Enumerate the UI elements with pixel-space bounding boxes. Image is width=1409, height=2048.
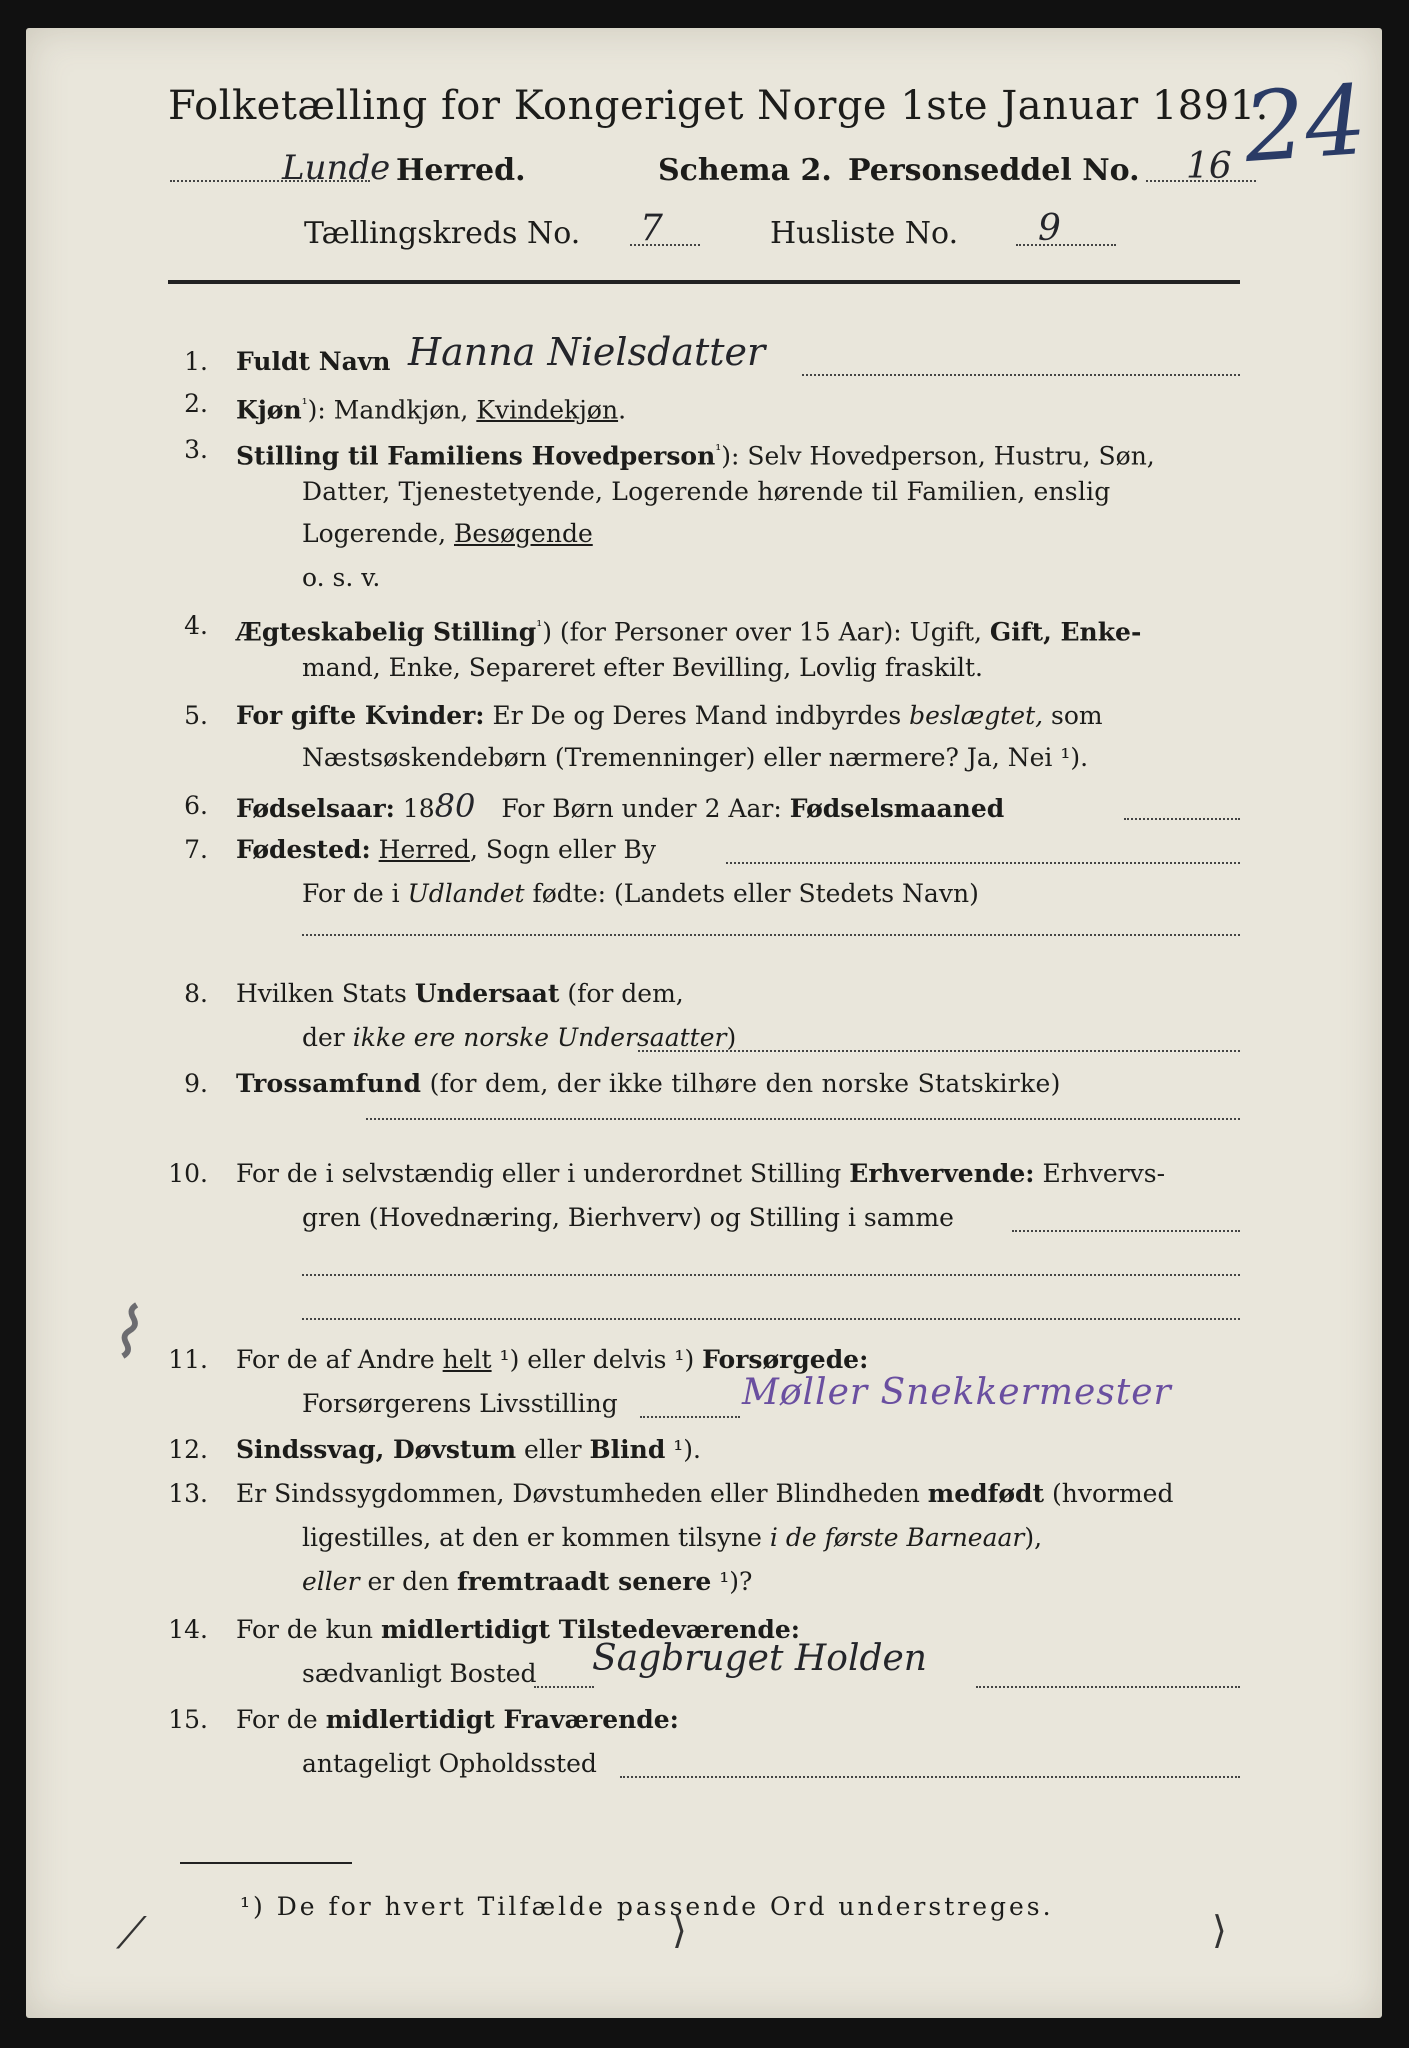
item-3-line1: Stilling til Familiens Hovedperson$^{^1}$): Selv Hovedperson, Hustru, Søn, <box>236 441 1155 471</box>
pencil-mark-icon: ⌇ <box>101 1288 157 1378</box>
footnote-rule <box>180 1862 352 1864</box>
item-13-line3: eller er den fremtraadt senere ¹)? <box>302 1567 753 1596</box>
census-form-sheet: Folketælling for Kongeriget Norge 1ste Januar 1891. 24 Lunde Herred. Schema 2. Personseddel No. 16 Tællingskreds No. 7 Husliste No. 9 1. Fuldt Navn Hanna Nielsdatter 2. Kjøn$^{^1}$): Mandkjøn, Kvindekjøn. 3. Stilling til Familiens Hovedperson$^{^1}$): Selv Hovedperson, Hustru, Søn, Datter, Tjenestetyende, Logerende hørende til Familien, enslig Logerende, Besøgende o. s. v. 4. Ægteskabelig Stilling$^{^1}$) (for Personer over 15 Aar): Ugift, Gift, Enke- mand, Enke, Separeret efter Bevilling, Lovlig fraskilt. 5. For gifte Kvinder: Er De og Deres Mand indbyrdes beslægtet, som Næstsøskendebørn (Tremenninger) eller nærmere? Ja, Nei ¹). 6. Fødselsaar: 1880 For Børn under 2 Aar: Fødselsmaaned 7. Fødested: Herred, Sogn eller By For de i Udlandet fødte: (Landets eller Stedets Navn) 8. Hvilken Stats Undersaat (for dem, der ikke ere norske Undersaatter) 9. Trossamfund (for dem, der ikke tilhøre den norske Statskirke) 10. For de i selvstændig eller i underordnet Stilling Erhvervende: Erhvervs- gren (Hovednæring, Bierhverv) og Stilling i samme ⌇ 11. For de af Andre helt ¹) eller delvis ¹) Forsørgede: Forsørgerens Livsstilling Møller Snekkermester 12. Sindssvag, Døvstum eller Blind ¹). 13. Er Sindssygdommen, Døvstumheden eller Blindheden medfødt (hvormed ligestilles, at den er kommen tilsyne i de første Barneaar), eller er den fremtraadt senere ¹)? 14. For de kun midlertidigt Tilstedeværende: sædvanligt Bosted Sagbruget Holden 15. For de midlertidigt Fraværende: antageligt Opholdssted ¹) De for hvert Tilfælde passende Ord understreges. ⟋ ⟩ ⟩ <box>26 28 1382 2018</box>
item-14-value: Sagbruget Holden <box>592 1638 927 1679</box>
item-3-line3: Logerende, Besøgende <box>302 519 593 548</box>
form-title: Folketælling for Kongeriget Norge 1ste Januar 1891. <box>168 83 1269 129</box>
item-9-text: Trossamfund (for dem, der ikke tilhøre den norske Statskirke) <box>236 1069 1061 1098</box>
item-8-line2: der ikke ere norske Undersaatter) <box>302 1023 737 1052</box>
personseddel-value: 16 <box>1186 146 1232 187</box>
item-1-label: Fuldt Navn <box>236 347 391 376</box>
husliste-value: 9 <box>1038 208 1061 249</box>
item-14-line1: For de kun midlertidigt Tilstedeværende: <box>236 1615 801 1644</box>
personseddel-label: Personseddel No. <box>848 153 1140 188</box>
page-number: 24 <box>1240 63 1370 185</box>
item-15-line1: For de midlertidigt Fraværende: <box>236 1705 679 1734</box>
item-13-line1: Er Sindssygdommen, Døvstumheden eller Blindheden medfødt (hvormed <box>236 1479 1174 1508</box>
item-11-line1: For de af Andre helt ¹) eller delvis ¹) Forsørgede: <box>236 1345 869 1374</box>
kreds-label: Tællingskreds No. <box>304 216 581 251</box>
kreds-value: 7 <box>640 208 663 249</box>
header-rule <box>168 280 1240 284</box>
item-6-text: Fødselsaar: 1880 For Børn under 2 Aar: Fødselsmaaned <box>236 787 1005 825</box>
husliste-label: Husliste No. <box>770 216 959 251</box>
item-10-line1: For de i selvstændig eller i underordnet Stilling Erhvervende: Erhvervs- <box>236 1159 1166 1188</box>
item-1-value: Hanna Nielsdatter <box>408 330 766 374</box>
crop-mark-icon: ⟩ <box>672 1908 687 1952</box>
item-7-line2: For de i Udlandet fødte: (Landets eller Stedets Navn) <box>302 879 979 908</box>
herred-value: Lunde <box>282 148 391 188</box>
item-4-line1: Ægteskabelig Stilling$^{^1}$) (for Personer over 15 Aar): Ugift, Gift, Enke- <box>236 617 1142 647</box>
item-8-line1: Hvilken Stats Undersaat (for dem, <box>236 979 684 1008</box>
footnote: ¹) De for hvert Tilfælde passende Ord understreges. <box>240 1892 1054 1921</box>
item-7-line1: Fødested: Herred, Sogn eller By <box>236 835 657 864</box>
crop-mark-icon: ⟩ <box>1212 1908 1227 1952</box>
crop-mark-icon: ⟋ <box>116 1908 147 1959</box>
herred-label: Herred. <box>396 153 526 188</box>
item-11-value: Møller Snekkermester <box>742 1372 1172 1413</box>
schema-label: Schema 2. <box>658 153 832 188</box>
item-5-line1: For gifte Kvinder: Er De og Deres Mand indbyrdes beslægtet, som <box>236 701 1103 730</box>
item-2-text: Kjøn$^{^1}$): Mandkjøn, Kvindekjøn. <box>236 395 627 425</box>
item-13-line2: ligestilles, at den er kommen tilsyne i de første Barneaar), <box>302 1523 1043 1552</box>
item-12-text: Sindssvag, Døvstum eller Blind ¹). <box>236 1435 701 1464</box>
